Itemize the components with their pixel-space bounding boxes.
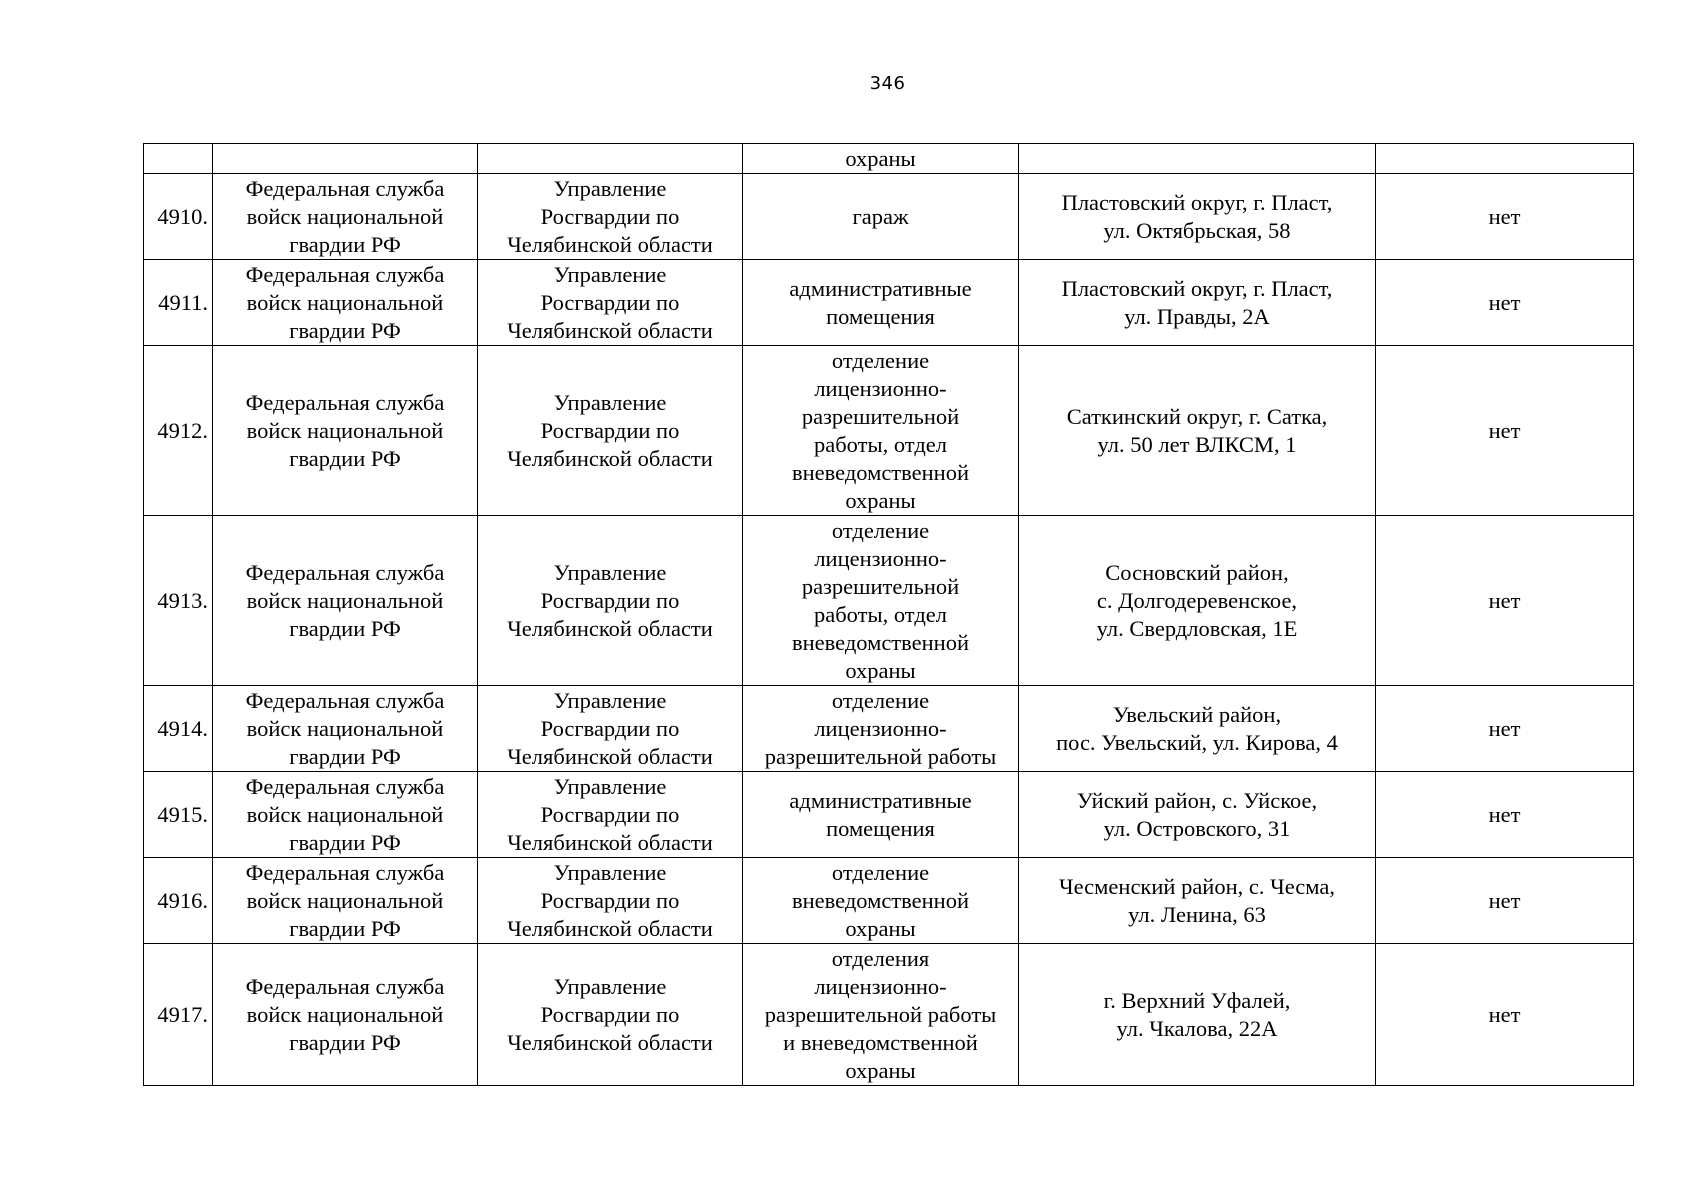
cell-number: 4911. (144, 260, 213, 346)
cell-department: Управление Росгвардии по Челябинской области (478, 944, 743, 1086)
cell-agency: Федеральная служба войск национальной гвардии РФ (213, 516, 478, 686)
cell-agency: Федеральная служба войск национальной гвардии РФ (213, 944, 478, 1086)
table-row (144, 260, 1634, 346)
cell-purpose: гараж (743, 174, 1019, 260)
cell-note: нет (1376, 260, 1634, 346)
cell-agency (213, 144, 478, 174)
cell-number: 4914. (144, 686, 213, 772)
page-number: 346 (869, 73, 906, 94)
cell-number: 4910. (144, 174, 213, 260)
cell-agency: Федеральная служба войск национальной гвардии РФ (213, 772, 478, 858)
table-row-continuation (144, 144, 1634, 174)
table-row (144, 174, 1634, 260)
cell-address: Пластовский округ, г. Пласт, ул. Октябрьская, 58 (1019, 174, 1376, 260)
cell-address: Чесменский район, с. Чесма, ул. Ленина, 63 (1019, 858, 1376, 944)
cell-address: г. Верхний Уфалей, ул. Чкалова, 22А (1019, 944, 1376, 1086)
cell-agency: Федеральная служба войск национальной гвардии РФ (213, 346, 478, 516)
cell-note: нет (1376, 686, 1634, 772)
registry-table (143, 143, 1634, 1086)
cell-address: Уйский район, с. Уйское, ул. Островского, 31 (1019, 772, 1376, 858)
cell-note: нет (1376, 772, 1634, 858)
cell-number: 4917. (144, 944, 213, 1086)
cell-department: Управление Росгвардии по Челябинской области (478, 260, 743, 346)
cell-department: Управление Росгвардии по Челябинской области (478, 516, 743, 686)
cell-number: 4916. (144, 858, 213, 944)
cell-purpose: охраны (743, 144, 1019, 174)
cell-purpose: административные помещения (743, 772, 1019, 858)
cell-purpose: отделения лицензионно- разрешительной работы и вневедомственной охраны (743, 944, 1019, 1086)
cell-department: Управление Росгвардии по Челябинской области (478, 346, 743, 516)
table-row (144, 686, 1634, 772)
cell-purpose: отделение лицензионно- разрешительной работы (743, 686, 1019, 772)
cell-address: Увельский район, пос. Увельский, ул. Кирова, 4 (1019, 686, 1376, 772)
cell-agency: Федеральная служба войск национальной гвардии РФ (213, 686, 478, 772)
cell-department (478, 144, 743, 174)
table-row (144, 772, 1634, 858)
table-row (144, 346, 1634, 516)
cell-department: Управление Росгвардии по Челябинской области (478, 858, 743, 944)
cell-note: нет (1376, 346, 1634, 516)
table-row (144, 858, 1634, 944)
cell-agency: Федеральная служба войск национальной гвардии РФ (213, 260, 478, 346)
cell-address: Пластовский округ, г. Пласт, ул. Правды, 2А (1019, 260, 1376, 346)
cell-agency: Федеральная служба войск национальной гвардии РФ (213, 858, 478, 944)
cell-number: 4913. (144, 516, 213, 686)
table-row (144, 944, 1634, 1086)
cell-purpose: отделение вневедомственной охраны (743, 858, 1019, 944)
cell-note: нет (1376, 516, 1634, 686)
cell-number: 4912. (144, 346, 213, 516)
cell-number: 4915. (144, 772, 213, 858)
cell-note (1376, 144, 1634, 174)
cell-number (144, 144, 213, 174)
cell-department: Управление Росгвардии по Челябинской области (478, 174, 743, 260)
cell-note: нет (1376, 944, 1634, 1086)
cell-department: Управление Росгвардии по Челябинской области (478, 686, 743, 772)
cell-purpose: административные помещения (743, 260, 1019, 346)
cell-department: Управление Росгвардии по Челябинской области (478, 772, 743, 858)
table-row (144, 516, 1634, 686)
cell-address: Сосновский район, с. Долгодеревенское, ул. Свердловская, 1Е (1019, 516, 1376, 686)
cell-purpose: отделение лицензионно- разрешительной работы, отдел вневедомственной охраны (743, 346, 1019, 516)
cell-note: нет (1376, 174, 1634, 260)
cell-purpose: отделение лицензионно- разрешительной работы, отдел вневедомственной охраны (743, 516, 1019, 686)
cell-address (1019, 144, 1376, 174)
cell-note: нет (1376, 858, 1634, 944)
cell-agency: Федеральная служба войск национальной гвардии РФ (213, 174, 478, 260)
cell-address: Саткинский округ, г. Сатка, ул. 50 лет ВЛКСМ, 1 (1019, 346, 1376, 516)
